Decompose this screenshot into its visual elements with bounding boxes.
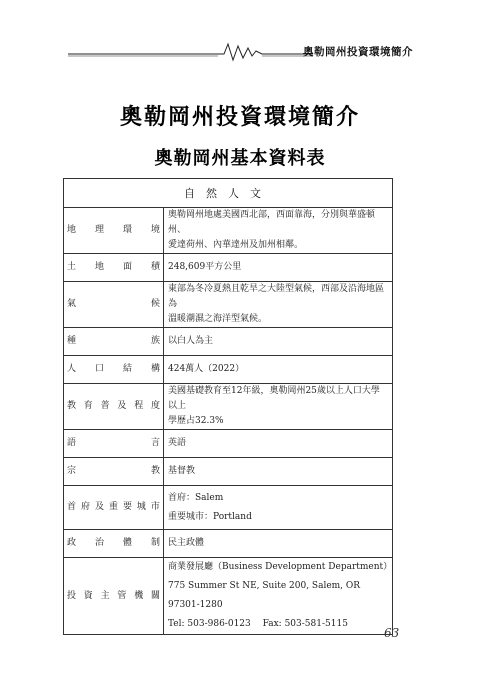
- row-label: [64, 282, 164, 328]
- row-label-text: [67, 536, 160, 551]
- label-char: 府: [80, 502, 90, 512]
- label-char: 地: [67, 225, 77, 235]
- row-value: [164, 558, 393, 635]
- section-heading: 自然人文: [64, 179, 393, 208]
- label-char: 教: [67, 401, 77, 411]
- row-value: [164, 328, 393, 356]
- row-value-line: 英語: [168, 438, 187, 448]
- row-value-line: 民主政體: [168, 538, 205, 548]
- label-char: 機: [134, 590, 144, 601]
- label-char: 體: [122, 538, 132, 548]
- table-row: [64, 356, 393, 384]
- label-char: 關: [150, 590, 160, 601]
- row-value-line: 首府：Salem: [168, 492, 224, 503]
- label-char: 候: [150, 299, 160, 309]
- label-char: 宗: [67, 466, 77, 476]
- page-number: 63: [384, 626, 400, 640]
- label-char: 氣: [67, 299, 77, 309]
- table-row: [64, 530, 393, 558]
- row-value-line: 424萬人（2022）: [168, 364, 245, 374]
- label-char: 面: [122, 262, 132, 272]
- label-char: 境: [150, 225, 160, 235]
- row-value-line: 248,609平方公里: [168, 262, 242, 272]
- row-value-line: 美國基礎教育至12年級，奧勒岡州25歲以上人口大學以上: [168, 386, 380, 411]
- label-char: 人: [67, 364, 77, 374]
- row-label: [64, 328, 164, 356]
- row-label: [64, 486, 164, 530]
- row-label-text: [67, 334, 160, 349]
- row-value: [164, 254, 393, 282]
- label-char: 及: [117, 401, 127, 411]
- row-value: [164, 430, 393, 458]
- row-value-line: Tel: 503-986-0123 Fax: 503-581-5115: [168, 619, 348, 629]
- row-value: [164, 282, 393, 328]
- row-value: [164, 486, 393, 530]
- label-char: 語: [67, 438, 77, 448]
- running-header-title: 奧勒岡州投資環境簡介: [303, 46, 413, 58]
- label-char: 投: [67, 590, 77, 601]
- row-value-line: 重要城市：Portland: [168, 511, 252, 522]
- table-row: [64, 384, 393, 430]
- label-char: 城: [136, 502, 146, 512]
- row-value-line: 奧勒岡州地處美國西北部，西面靠海，分別與華盛頓州、: [168, 210, 376, 235]
- label-char: 及: [94, 502, 104, 512]
- row-label: [64, 558, 164, 635]
- row-value: [164, 356, 393, 384]
- basic-info-table: [63, 178, 393, 635]
- row-label-text: [67, 500, 160, 515]
- label-char: 程: [134, 401, 144, 411]
- label-char: 環: [122, 225, 132, 235]
- row-value-line: 溫暖潮濕之海洋型氣候。: [168, 314, 268, 324]
- label-char: 重: [108, 502, 118, 512]
- row-value: [164, 384, 393, 430]
- label-char: 地: [94, 262, 104, 272]
- label-char: 管: [117, 590, 127, 601]
- label-char: 構: [150, 364, 160, 374]
- table-row: [64, 254, 393, 282]
- row-label-text: [67, 260, 160, 275]
- row-value: [164, 530, 393, 558]
- table-row: [64, 486, 393, 530]
- label-char: 首: [67, 502, 77, 512]
- label-char: 治: [94, 538, 104, 548]
- row-label: [64, 384, 164, 430]
- row-label: [64, 430, 164, 458]
- running-header: [68, 40, 413, 62]
- row-value-line: 東部為冬冷夏熱且乾旱之大陸型氣候，西部及沿海地區為: [168, 284, 385, 309]
- row-value-line: 商業發展廳（Business Development Department）: [168, 562, 393, 572]
- table-row: [64, 430, 393, 458]
- row-label-text: [67, 297, 160, 312]
- table-row: [64, 328, 393, 356]
- label-char: 資: [83, 590, 93, 601]
- table-row: [64, 282, 393, 328]
- label-char: 言: [150, 438, 160, 448]
- table-title: 奧勒岡州基本資料表: [154, 148, 326, 169]
- row-label-text: [67, 436, 160, 451]
- info-table-body: [64, 208, 393, 635]
- row-label-text: [67, 589, 160, 604]
- row-label-text: [67, 362, 160, 377]
- row-label: [64, 208, 164, 254]
- row-label: [64, 356, 164, 384]
- row-label: [64, 530, 164, 558]
- label-char: 種: [67, 336, 77, 346]
- label-char: 土: [67, 262, 77, 272]
- row-value-line: 以白人為主: [168, 336, 214, 346]
- row-value-line: 愛達荷州、內華達州及加州相鄰。: [168, 240, 304, 250]
- label-char: 政: [67, 538, 77, 548]
- row-value-line: 學歷占32.3%: [168, 416, 224, 426]
- label-char: 制: [150, 538, 160, 548]
- row-label: [64, 254, 164, 282]
- page-title: 奧勒岡州投資環境簡介: [119, 105, 360, 130]
- row-value: [164, 458, 393, 486]
- row-label-text: [67, 399, 160, 414]
- row-label-text: [67, 464, 160, 479]
- label-char: 育: [83, 401, 93, 411]
- row-label-text: [67, 223, 160, 238]
- table-row: [64, 558, 393, 635]
- row-value-line: 775 Summer St NE, Suite 200, Salem, OR 97301-1280: [168, 581, 361, 610]
- label-char: 要: [122, 502, 132, 512]
- label-char: 教: [150, 466, 160, 476]
- label-char: 度: [150, 401, 160, 411]
- row-value-line: 基督教: [168, 466, 196, 476]
- label-char: 理: [94, 225, 104, 235]
- label-char: 族: [150, 336, 160, 346]
- table-row: [64, 458, 393, 486]
- table-row: [64, 208, 393, 254]
- label-char: 口: [94, 364, 104, 374]
- label-char: 積: [150, 262, 160, 272]
- label-char: 市: [150, 502, 160, 512]
- label-char: 結: [122, 364, 132, 374]
- label-char: 主: [100, 590, 110, 601]
- label-char: 普: [100, 401, 110, 411]
- row-value: [164, 208, 393, 254]
- row-label: [64, 458, 164, 486]
